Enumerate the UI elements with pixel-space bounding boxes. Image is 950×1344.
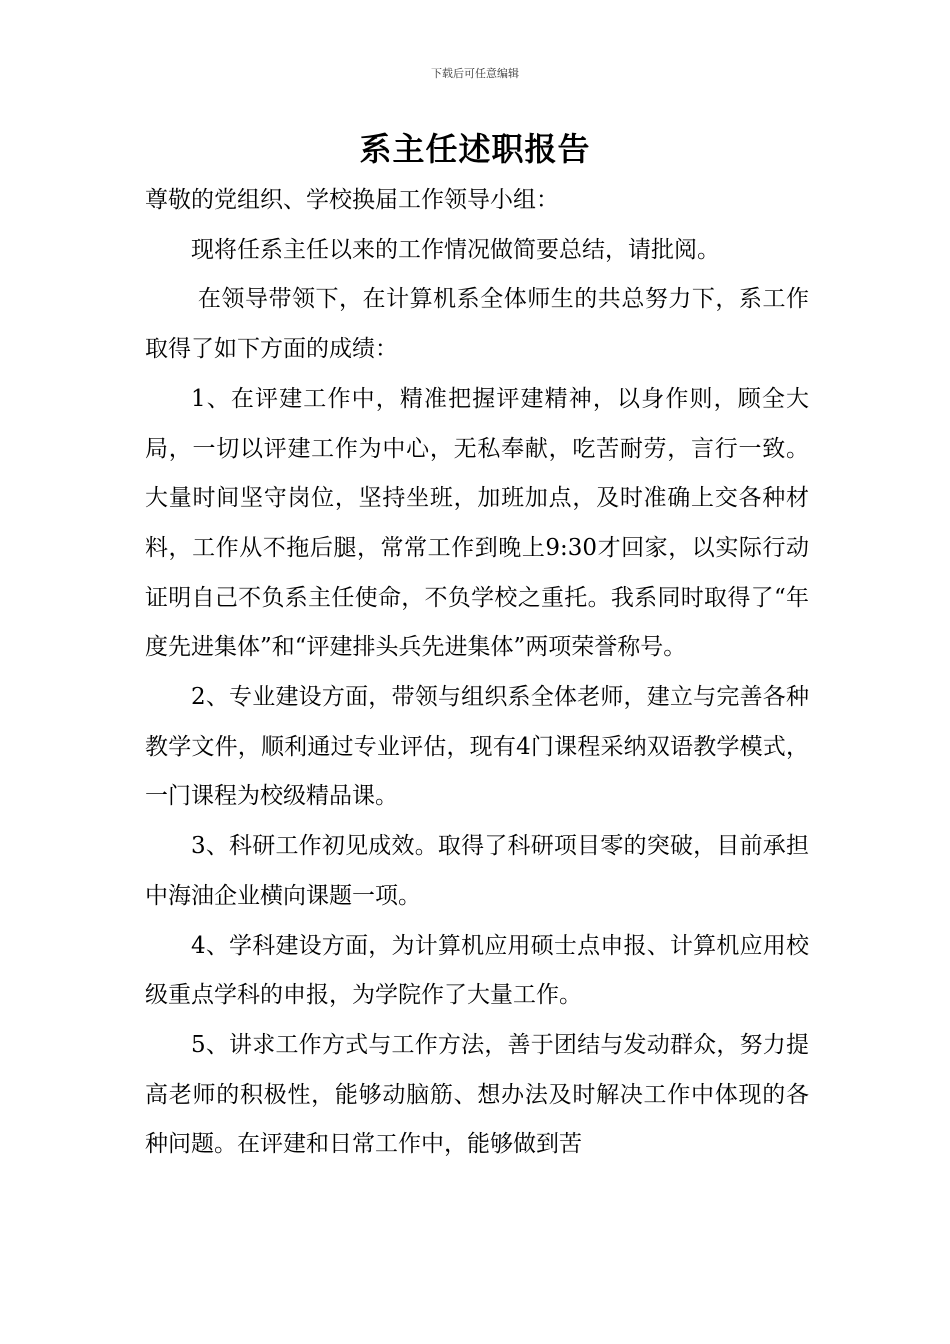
document-body bbox=[145, 176, 809, 1170]
paragraph-item-1: 1、在评建工作中，精准把握评建精神，以身作则，顾全大局，一切以评建工作为中心，无私奉献，吃苦耐劳，言行一致。大量时间坚守岗位，坚持坐班，加班加点，及时准确上交各种材料，工作从不拖后腿，常常工作到晚上9:30才回家，以实际行动证明自己不负系主任使命，不负学校之重托。我系同时取得了“年度先进集体”和“评建排头兵先进集体”两项荣誉称号。 bbox=[145, 385, 809, 661]
salutation: 尊敬的党组织、学校换届工作领导小组： bbox=[145, 187, 559, 213]
paragraph-item-5: 5、讲求工作方式与工作方法，善于团结与发动群众，努力提高老师的积极性，能够动脑筋、想办法及时解决工作中体现的各种问题。在评建和日常工作中，能够做到苦 bbox=[145, 1031, 809, 1158]
paragraph-leadership: 在领导带领下，在计算机系全体师生的共总努力下，系工作取得了如下方面的成绩： bbox=[145, 286, 809, 363]
paragraph-intro: 现将任系主任以来的工作情况做简要总结，请批阅。 bbox=[191, 236, 720, 263]
paragraph-item-4: 4、学科建设方面，为计算机应用硕士点申报、计算机应用校级重点学科的申报，为学院作了大量工作。 bbox=[145, 932, 809, 1009]
document-title: 系主任述职报告 bbox=[359, 130, 591, 168]
paragraph-item-2: 2、专业建设方面，带领与组织系全体老师，建立与完善各种教学文件，顺利通过专业评估，现有4门课程采纳双语教学模式，一门课程为校级精品课。 bbox=[145, 684, 809, 810]
header-note: 下载后可任意编辑 bbox=[431, 67, 519, 80]
paragraph-item-3: 3、科研工作初见成效。取得了科研项目零的突破，目前承担中海油企业横向课题一项。 bbox=[145, 833, 809, 909]
